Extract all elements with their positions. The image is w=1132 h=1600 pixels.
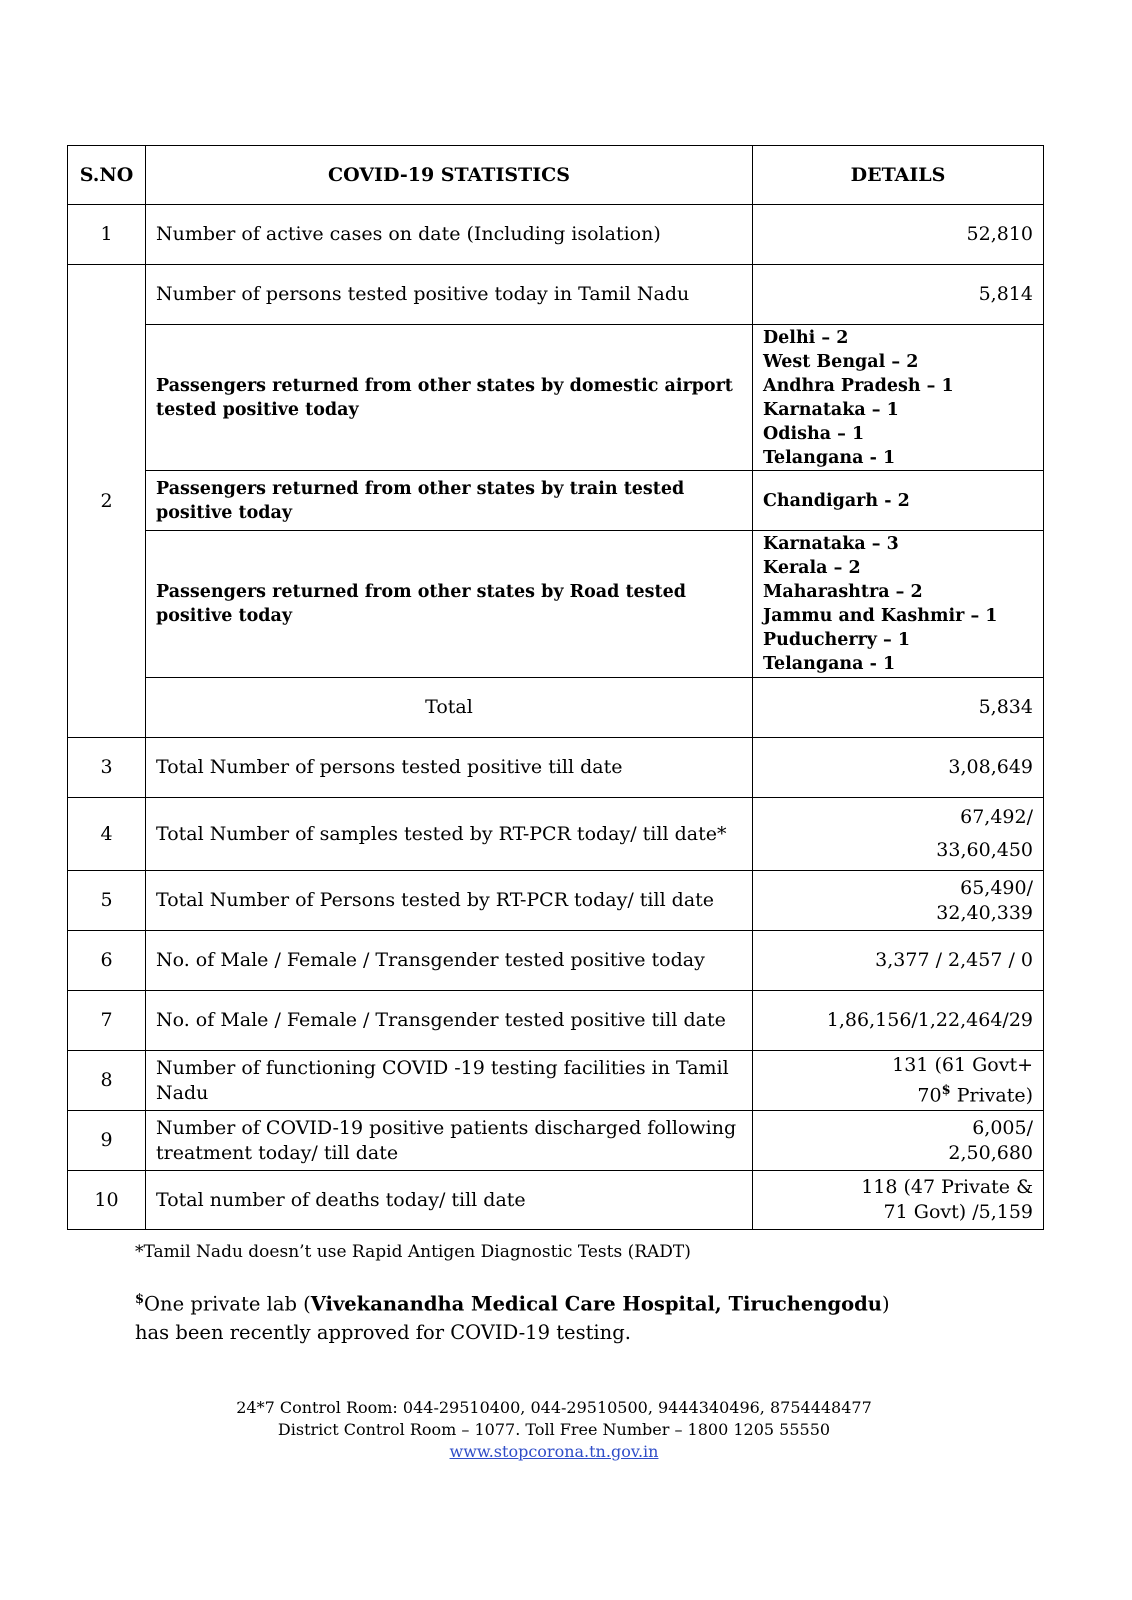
value-till-date: 32,40,339 [936,901,1033,924]
row-label: Total Number of samples tested by RT-PCR today/ till date* [146,798,753,871]
list-item: Maharashtra – 2 [763,582,923,602]
value-today: 65,490/ [960,876,1033,899]
row-value [753,1051,1044,1111]
list-item: Kerala – 2 [763,558,861,578]
row-label: No. of Male / Female / Transgender tested positive till date [146,991,753,1051]
lab-text: One private lab ( [144,1292,311,1316]
value-today: 67,492/ [960,806,1033,828]
road-label: Passengers returned from other states by Road tested positive today [146,531,753,678]
row-sno: 8 [68,1051,146,1111]
table-row [68,738,1044,798]
list-item: Puducherry – 1 [763,630,911,650]
total-label: Total [146,678,753,738]
row-value [753,1171,1044,1230]
dollar-footnote-mark: $ [941,1082,951,1098]
value-today: 118 (47 Private & [861,1176,1033,1198]
radt-footnote: *Tamil Nadu doesn’t use Rapid Antigen Diagnostic Tests (RADT) [135,1242,691,1262]
list-item: West Bengal – 2 [763,351,919,372]
table-subrow-road [68,531,1044,678]
table-subrow-total [68,678,1044,738]
value-today: 6,005/ [972,1116,1033,1139]
table-row [68,1171,1044,1230]
row-label: Number of active cases on date (Including isolation) [146,205,753,265]
list-item: Karnataka – 1 [763,399,899,420]
list-item: Telangana - 1 [763,447,896,468]
value-private-count: 70 [917,1084,942,1107]
lab-footnote [135,1286,890,1347]
table-row [68,1111,1044,1171]
row-sno: 7 [68,991,146,1051]
header-sno: S.NO [68,146,146,205]
value-till-date: 71 Govt) /5,159 [883,1201,1033,1223]
row-value: 52,810 [753,205,1044,265]
value-total: 131 (61 Govt+ [892,1053,1033,1076]
contact-info [0,1397,1108,1463]
row-sno: 3 [68,738,146,798]
table-row [68,205,1044,265]
value-private-label: Private) [950,1084,1033,1107]
website-link[interactable]: www.stopcorona.tn.gov.in [449,1442,659,1461]
list-item: Jammu and Kashmir – 1 [763,606,998,626]
table-row [68,991,1044,1051]
table-row [68,931,1044,991]
district-control-line: District Control Room – 1077. Toll Free Number – 1800 1205 55550 [277,1420,831,1439]
row-label: Number of persons tested positive today in Tamil Nadu [146,265,753,325]
list-item: Delhi – 2 [763,327,849,348]
header-details: DETAILS [753,146,1044,205]
list-item: Karnataka – 3 [763,534,899,554]
lab-text: has been recently approved for COVID-19 testing. [135,1320,631,1344]
row-label: Total Number of Persons tested by RT-PCR today/ till date [146,871,753,931]
train-list: Chandigarh - 2 [753,471,1044,531]
airport-list [753,325,1044,471]
covid-stats-table [67,145,1044,1230]
row-label: Number of COVID-19 positive patients discharged following treatment today/ till date [146,1111,753,1171]
row-sno: 4 [68,798,146,871]
lab-text: ) [881,1292,890,1316]
control-room-line: 24*7 Control Room: 044-29510400, 044-29510500, 9444340496, 8754448477 [236,1398,872,1417]
table-subrow-train [68,471,1044,531]
row-value [753,798,1044,871]
list-item: Telangana - 1 [763,654,896,674]
header-stat: COVID-19 STATISTICS [146,146,753,205]
row-sno: 2 [68,265,146,738]
row-value: 5,814 [753,265,1044,325]
row-value: 3,377 / 2,457 / 0 [753,931,1044,991]
value-till-date: 33,60,450 [936,839,1033,861]
row-label: Number of functioning COVID -19 testing facilities in Tamil Nadu [146,1051,753,1111]
row-sno: 5 [68,871,146,931]
row-value: 1,86,156/1,22,464/29 [753,991,1044,1051]
row-sno: 1 [68,205,146,265]
table-row [68,265,1044,325]
dollar-footnote-mark: $ [135,1292,145,1307]
row-sno: 6 [68,931,146,991]
airport-label: Passengers returned from other states by domestic airport tested positive today [146,325,753,471]
row-label: Total Number of persons tested positive till date [146,738,753,798]
value-till-date: 2,50,680 [948,1141,1033,1164]
table-row [68,871,1044,931]
lab-name: Vivekanandha Medical Care Hospital, Tiruchengodu [310,1292,882,1316]
train-label: Passengers returned from other states by train tested positive today [146,471,753,531]
total-value: 5,834 [753,678,1044,738]
row-sno: 10 [68,1171,146,1230]
row-label: No. of Male / Female / Transgender tested positive today [146,931,753,991]
list-item: Andhra Pradesh – 1 [763,375,954,396]
table-subrow-airport [68,325,1044,471]
row-value [753,1111,1044,1171]
row-value [753,871,1044,931]
table-header [68,146,1044,205]
row-label: Total number of deaths today/ till date [146,1171,753,1230]
table-row [68,1051,1044,1111]
road-list [753,531,1044,678]
row-sno: 9 [68,1111,146,1171]
row-value: 3,08,649 [753,738,1044,798]
value-private [763,1078,1033,1108]
list-item: Odisha – 1 [763,423,865,444]
table-row [68,798,1044,871]
